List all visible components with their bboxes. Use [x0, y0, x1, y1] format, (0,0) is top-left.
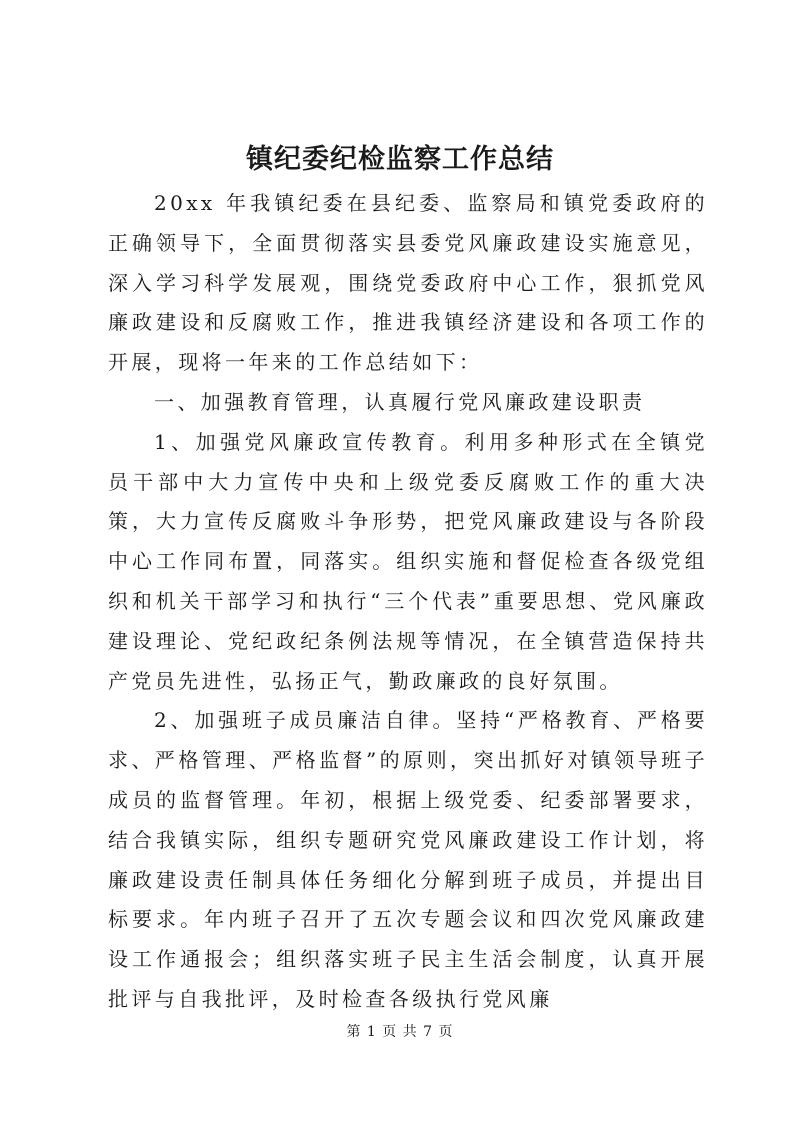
- document-title: 镇纪委纪检监察工作总结: [246, 144, 554, 175]
- paragraph-intro: 20xx 年我镇纪委在县纪委、监察局和镇党委政府的正确领导下，全面贯彻落实县委党风廉政建设实施意见，深入学习科学发展观，围绕党委政府中心工作，狠抓党风廉政建设和反腐败工作，推进我镇经济建设和各项工作的开展，现将一年来的工作总结如下：: [108, 191, 708, 375]
- section-heading-1: 一、加强教育管理，认真履行党风廉政建设职责: [154, 389, 646, 414]
- page-number-footer: 第 1 页 共 7 页: [346, 1024, 454, 1040]
- document-body: [108, 184, 708, 1020]
- paragraph-item-1: 1、加强党风廉政宣传教育。利用多种形式在全镇党员干部中大力宣传中央和上级党委反腐败工作的重大决策，大力宣传反腐败斗争形势，把党风廉政建设与各阶段中心工作同布置，同落实。组织实施和督促检查各级党组织和机关干部学习和执行“三个代表”重要思想、党风廉政建设理论、党纪政纪条例法规等情况，在全镇营造保持共产党员先进性，弘扬正气，勤政廉政的良好氛围。: [108, 429, 708, 693]
- paragraph-item-2: 2、加强班子成员廉洁自律。坚持“严格教育、严格要求、严格管理、严格监督”的原则，突出抓好对镇领导班子成员的监督管理。年初，根据上级党委、纪委部署要求，结合我镇实际，组织专题研究党风廉政建设工作计划，将廉政建设责任制具体任务细化分解到班子成员，并提出目标要求。年内班子召开了五次专题会议和四次党风廉政建设工作通报会；组织落实班子民主生活会制度，认真开展批评与自我批评，及时检查各级执行党风廉: [108, 708, 708, 1011]
